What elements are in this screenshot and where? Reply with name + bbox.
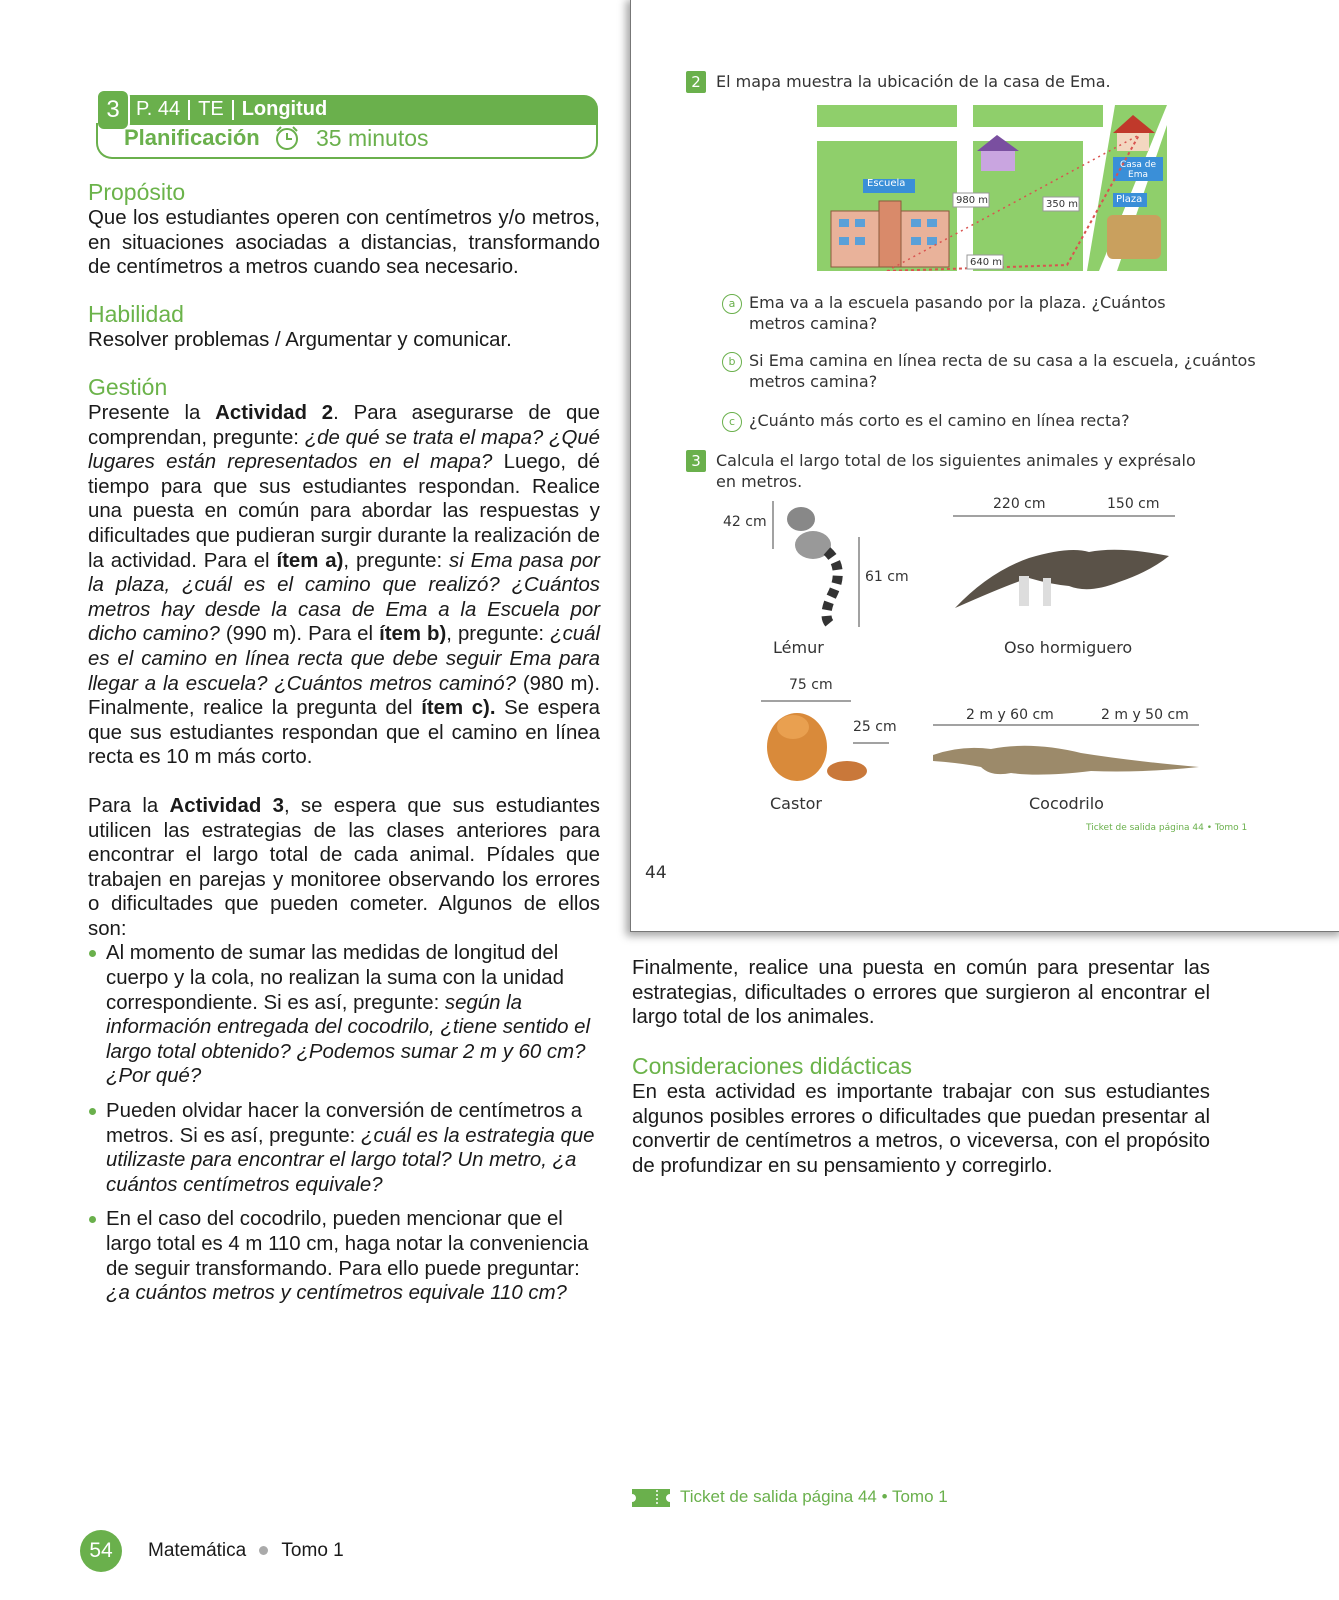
map-label-casa: Casa de Ema bbox=[1119, 160, 1157, 180]
lemur-image bbox=[771, 497, 871, 637]
ticket-icon bbox=[632, 1489, 670, 1507]
item-c-text: ¿Cuánto más corto es el camino en línea recta? bbox=[749, 411, 1130, 430]
planning-box bbox=[96, 123, 598, 159]
map-label-plaza: Plaza bbox=[1116, 194, 1143, 205]
map-distance-350: 350 m bbox=[1046, 199, 1079, 210]
crocodile-image bbox=[931, 717, 1201, 787]
page-number: 54 bbox=[80, 1530, 122, 1572]
lemur-measure-1: 42 cm bbox=[723, 514, 767, 530]
question-2-text: El mapa muestra la ubicación de la casa de Ema. bbox=[716, 72, 1111, 91]
item-a-text: Ema va a la escuela pasando por la plaza. ¿Cuántos metros camina? bbox=[749, 293, 1166, 333]
page-ref: P. 44 bbox=[136, 98, 181, 120]
anteater-image bbox=[949, 512, 1179, 622]
lesson-number: 3 bbox=[96, 89, 130, 131]
map-distance-980: 980 m bbox=[956, 195, 989, 206]
crocodile-name: Cocodrilo bbox=[1029, 794, 1104, 813]
footer-book: Matemática Tomo 1 bbox=[148, 1540, 344, 1561]
anteater-measure-2: 150 cm bbox=[1107, 496, 1160, 512]
lemur-name: Lémur bbox=[773, 638, 824, 657]
gestion-section bbox=[88, 373, 600, 1306]
crocodile-measure-1: 2 m y 60 cm bbox=[966, 707, 1054, 723]
habilidad-title: Habilidad bbox=[88, 301, 184, 327]
bullet-item: En el caso del cocodrilo, pueden mencionar que el largo total es 4 m 110 cm, haga notar la conveniencia de seguir transformando. Para ello puede preguntar: ¿a cuántos metros y centímetros equivale 110 cm? bbox=[88, 1207, 600, 1305]
separator-dot bbox=[259, 1546, 268, 1555]
lemur-measure-2: 61 cm bbox=[865, 569, 909, 585]
bullet-item: Al momento de sumar las medidas de longitud del cuerpo y la cola, no realizan la suma con la unidad correspondiente. Si es así, pregunte: según la información entregada del cocodrilo, ¿tiene sentido el largo total obtenido? ¿Podemos sumar 2 m y 60 cm? ¿Por qué? bbox=[88, 941, 600, 1089]
consideraciones-section bbox=[632, 1052, 1210, 1178]
proposito-section bbox=[88, 178, 600, 280]
question-3-number: 3 bbox=[686, 450, 706, 472]
beaver-image bbox=[757, 697, 897, 787]
map-label-escuela: Escuela bbox=[867, 178, 906, 189]
header-meta bbox=[136, 98, 327, 121]
map-distance-640: 640 m bbox=[970, 257, 1003, 268]
closing-paragraph: Finalmente, realice una puesta en común para presentar las estrategias, dificultades o errores que surgieron al encontrar el largo total de los animales. bbox=[632, 957, 1210, 1029]
item-b-marker: b bbox=[722, 352, 742, 372]
bullet-item: Pueden olvidar hacer la conversión de centímetros a metros. Si es así, pregunte: ¿cuál es la estrategia que utilizaste para encontrar el largo total? Un metro, ¿a cuántos centímetros equivale? bbox=[88, 1099, 600, 1197]
exit-ticket-text: Ticket de salida página 44 • Tomo 1 bbox=[680, 1487, 948, 1506]
habilidad-text: Resolver problemas / Argumentar y comunicar. bbox=[88, 329, 512, 351]
duration: 35 minutos bbox=[316, 125, 429, 151]
consideraciones-title: Consideraciones didácticas bbox=[632, 1053, 912, 1079]
item-b-text: Si Ema camina en línea recta de su casa a la escuela, ¿cuántos metros camina? bbox=[749, 351, 1256, 391]
te-label: TE bbox=[198, 98, 224, 120]
gestion-paragraph-2: Para la Actividad 3, se espera que sus estudiantes utilicen las estrategias de las clases anteriores para encontrar el largo total de cada animal. Pídales que trabajen en parejas y monitoree observando los errores o dificultades que pueden cometer. Algunos de ellos son: bbox=[88, 794, 600, 940]
lesson-header bbox=[96, 95, 598, 161]
textbook-page bbox=[630, 0, 1339, 932]
textbook-page-number: 44 bbox=[645, 863, 667, 883]
question-3-text: Calcula el largo total de los siguientes animales y exprésalo en metros. bbox=[716, 451, 1196, 491]
proposito-title: Propósito bbox=[88, 179, 186, 205]
beaver-measure-1: 75 cm bbox=[789, 677, 833, 693]
ticket-small: Ticket de salida página 44 • Tomo 1 bbox=[1086, 823, 1248, 833]
habilidad-section bbox=[88, 300, 600, 353]
question-2-number: 2 bbox=[686, 71, 706, 93]
item-c-marker: c bbox=[722, 412, 742, 432]
beaver-measure-2: 25 cm bbox=[853, 719, 897, 735]
anteater-name: Oso hormiguero bbox=[1004, 638, 1133, 657]
consideraciones-text: En esta actividad es importante trabajar con sus estudiantes algunos posibles errores o dificultades que puedan presentar al convertir de centímetros a metros, o viceversa, con el propósito de profundizar en su pensamiento y corregirlo. bbox=[632, 1081, 1210, 1177]
gestion-title: Gestión bbox=[88, 374, 168, 400]
crocodile-measure-2: 2 m y 50 cm bbox=[1101, 707, 1189, 723]
beaver-name: Castor bbox=[770, 794, 822, 813]
plan-label: Planificación bbox=[124, 125, 260, 150]
gestion-paragraph-1: Presente la Actividad 2. Para asegurarse de que comprendan, pregunte: ¿de qué se trata el mapa? ¿Qué lugares están representados en el mapa? Luego, dé tiempo para que sus estudiantes respondan. Realice una puesta en común para abordar las respuestas y dificultades que pudieran surgir durante la realización de la actividad. Para el ítem a), pregunte: si Ema pasa por la plaza, ¿cuál es el camino que realizó? ¿Cuántos metros hay desde la casa de Ema a la Escuela por dicho camino? (990 m). Para el ítem b), pregunte: ¿cuál es el camino en línea recta que debe seguir Ema para llegar a la escuela? ¿Cuántos metros caminó? (980 m). Finalmente, realice la pregunta del ítem c). Se espera que sus estudiantes respondan que el camino en línea recta es 10 m más corto. bbox=[88, 402, 601, 769]
clock-icon bbox=[274, 125, 300, 151]
proposito-text: Que los estudiantes operen con centímetros y/o metros, en situaciones asociadas a distancias, transformando de centímetros a metros cuando sea necesario. bbox=[88, 207, 600, 279]
anteater-measure-1: 220 cm bbox=[993, 496, 1046, 512]
topic: Longitud bbox=[241, 98, 328, 120]
item-a-marker: a bbox=[722, 294, 742, 314]
